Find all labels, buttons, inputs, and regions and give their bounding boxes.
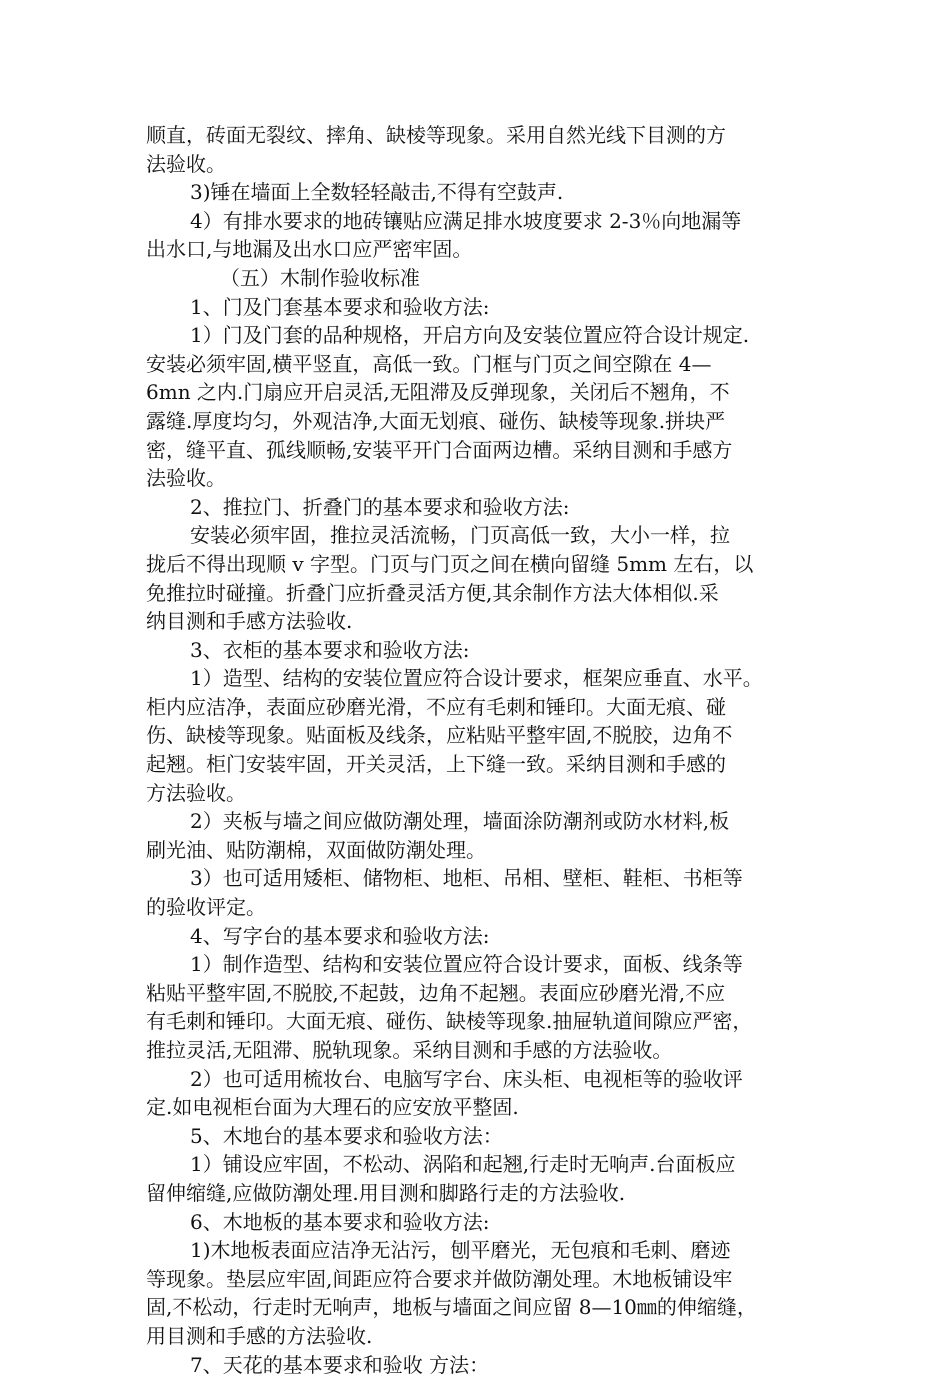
text-line: 有毛刺和锤印。大面无痕、碰伤、缺棱等现象.抽屉轨道间隙应严密， <box>146 1009 753 1034</box>
text-line: 6mn 之内.门扇应开启灵活,无阻滞及反弹现象，关闭后不翘角，不 <box>146 380 730 405</box>
text-line: 1)木地板表面应洁净无沾污，刨平磨光，无包痕和毛刺、磨迹 <box>190 1238 731 1263</box>
text-line: 6、木地板的基本要求和验收方法: <box>190 1209 490 1234</box>
text-line: 粘贴平整牢固,不脱胶,不起鼓，边角不起翘。表面应砂磨光滑,不应 <box>146 980 726 1005</box>
text-line: 3)锤在墙面上全数轻轻敲击,不得有空鼓声. <box>190 180 564 205</box>
text-line: 推拉灵活,无阻滞、脱轨现象。采纳目测和手感的方法验收。 <box>146 1038 673 1062</box>
text-line: 出水口,与地漏及出水口应严密牢固。 <box>146 237 473 262</box>
text-line: 留伸缩缝,应做防潮处理.用目测和脚路行走的方法验收. <box>146 1180 626 1205</box>
text-line: 1）铺设应牢固，不松动、涡陷和起翘,行走时无响声.台面板应 <box>190 1152 736 1177</box>
text-line: 3）也可适用矮柜、储物柜、地柜、吊相、壁柜、鞋柜、书柜等 <box>190 866 743 891</box>
text-line: 1）造型、结构的安装位置应符合设计要求，框架应垂直、水平。 <box>190 666 763 691</box>
text-line: 露缝.厚度均匀，外观洁净,大面无划痕、碰伤、缺棱等现象.拼块严 <box>146 408 726 433</box>
text-line: 3、衣柜的基本要求和验收方法: <box>190 637 470 662</box>
text-line: 固,不松动，行走时无响声，地板与墙面之间应留 8—10㎜的伸缩缝， <box>146 1295 757 1320</box>
text-line: 密，缝平直、孤线顺畅,安装平开门合面两边槽。采纳目测和手感方 <box>146 437 733 462</box>
text-line: 法验收。 <box>146 151 226 176</box>
document-body <box>146 121 830 1379</box>
text-line: （五）木制作验收标准 <box>220 265 420 290</box>
text-line: 1、门及门套基本要求和验收方法: <box>190 294 490 319</box>
text-line: 4、写字台的基本要求和验收方法: <box>190 923 490 948</box>
text-line: 方法验收。 <box>146 780 246 805</box>
text-line: 定.如电视柜台面为大理石的应安放平整固. <box>146 1095 519 1120</box>
text-line: 伤、缺棱等现象。贴面板及线条，应粘贴平整牢固,不脱胶，边角不 <box>146 723 733 748</box>
text-line: 纳目测和手感方法验收. <box>146 609 353 634</box>
text-line: 5、木地台的基本要求和验收方法： <box>190 1123 503 1148</box>
text-line: 法验收。 <box>146 466 226 491</box>
text-line: 用目测和手感的方法验收. <box>146 1323 373 1348</box>
text-line: 7、天花的基本要求和验收 方法： <box>190 1352 490 1377</box>
text-line: 的验收评定。 <box>146 895 266 920</box>
text-line: 顺直，砖面无裂纹、摔角、缺棱等现象。采用自然光线下目测的方 <box>146 123 726 147</box>
text-line: 4）有排水要求的地砖镶贴应满足排水坡度要求 2-3％向地漏等 <box>190 208 742 233</box>
text-line: 起翘。柜门安装牢固，开关灵活，上下缝一致。采纳目测和手感的 <box>146 752 726 777</box>
text-line: 2）也可适用梳妆台、电脑写字台、床头柜、电视柜等的验收评 <box>190 1066 743 1091</box>
text-line: 1）门及门套的品种规格，开启方向及安装位置应符合设计规定. <box>190 323 750 348</box>
text-line: 2）夹板与墙之间应做防潮处理，墙面涂防潮剂或防水材料,板 <box>190 809 730 834</box>
text-line: 免推拉时碰撞。折叠门应折叠灵活方便,其余制作方法大体相似.采 <box>146 580 719 605</box>
text-line: 拢后不得出现顺 v 字型。门页与门页之间在横向留缝 5mm 左右，以 <box>146 551 754 576</box>
text-line: 1）制作造型、结构和安装位置应符合设计要求，面板、线条等 <box>190 952 743 977</box>
text-line: 安装必须牢固,横平竖直，高低一致。门框与门页之间空隙在 4— <box>146 351 712 376</box>
text-line: 柜内应洁净，表面应砂磨光滑，不应有毛刺和锤印。大面无痕、碰 <box>146 694 726 719</box>
text-line: 刷光油、贴防潮棉，双面做防潮处理。 <box>146 837 486 862</box>
text-line: 等现象。垫层应牢固,间距应符合要求并做防潮处理。木地板铺设牢 <box>146 1266 733 1291</box>
text-line: 安装必须牢固，推拉灵活流畅，门页高低一致，大小一样，拉 <box>190 523 730 548</box>
text-line: 2、推拉门、折叠门的基本要求和验收方法: <box>190 494 570 519</box>
